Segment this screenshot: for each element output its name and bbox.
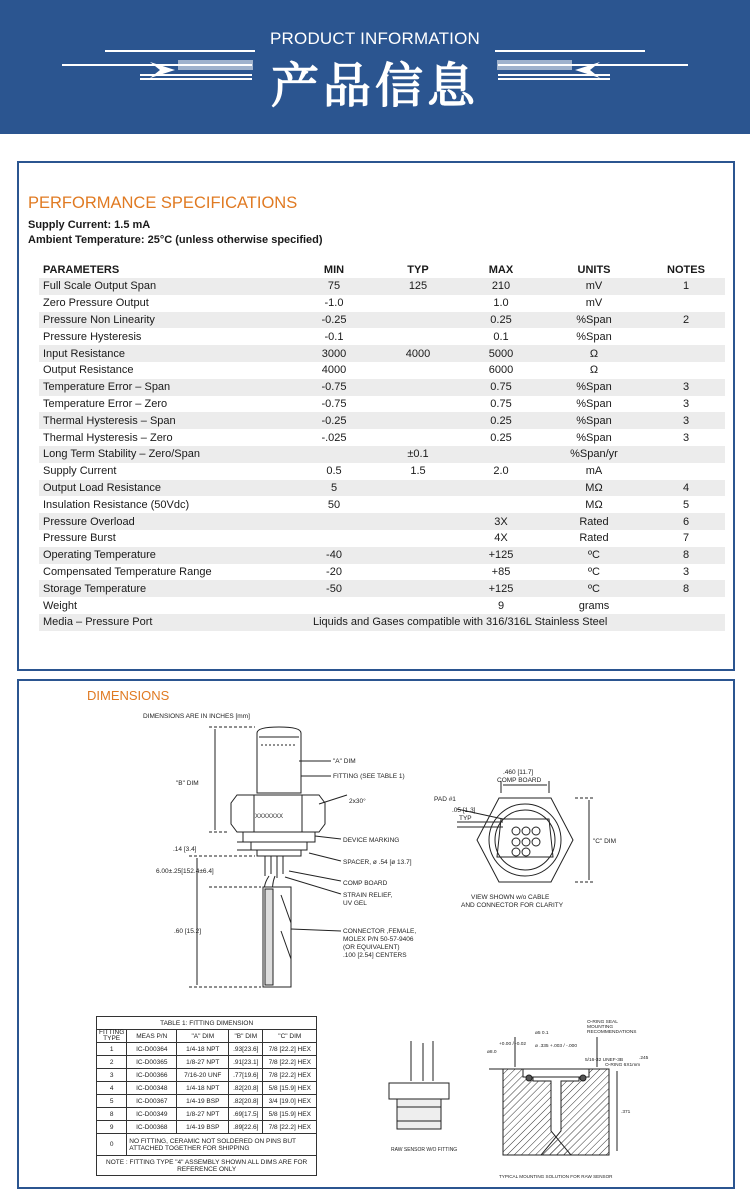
spec-row	[39, 564, 725, 581]
spec-cell-typ	[375, 547, 461, 564]
spec-cell-units: MΩ	[541, 480, 647, 497]
spec-cell-max: 210	[461, 278, 541, 295]
fitting-cell: 1/4-18 NPT	[177, 1082, 229, 1095]
spec-row	[39, 547, 725, 564]
fitting-cell: IC-D00368	[127, 1121, 177, 1134]
fitting-row	[97, 1095, 317, 1108]
spec-cell-typ	[375, 429, 461, 446]
fitting-row	[97, 1069, 317, 1082]
spec-row	[39, 597, 725, 614]
fitting-cell: 5	[97, 1095, 127, 1108]
fit-row0-type: 0	[97, 1134, 127, 1156]
fitting-cell: 3	[97, 1069, 127, 1082]
label-comp-board: COMP BOARD	[343, 880, 388, 887]
spec-cell-units: ºC	[541, 580, 647, 597]
spec-cell-param: Temperature Error – Span	[39, 379, 293, 396]
spec-row	[39, 513, 725, 530]
spec-cell-max: +125	[461, 580, 541, 597]
spec-row-media	[39, 614, 725, 631]
label-oring-1: O-RING SEAL	[587, 1020, 618, 1025]
spec-cell-min: -1.0	[324, 297, 344, 310]
col-header-parameters: PARAMETERS	[43, 263, 120, 276]
fit-col-a: "A" DIM	[177, 1030, 229, 1043]
fitting-cell: .77[19.6]	[229, 1069, 263, 1082]
col-header-max: MAX	[488, 263, 514, 276]
label-d600: 6.00±.25[152.4±6.4]	[156, 868, 214, 875]
label-oring-2: MOUNTING	[587, 1025, 614, 1030]
fitting-cell: .69[17.5]	[229, 1108, 263, 1121]
spec-cell-param: Thermal Hysteresis – Zero	[43, 431, 173, 444]
spec-cell-notes: 4	[647, 480, 725, 497]
spec-cell-typ	[375, 496, 461, 513]
spec-cell-min: -0.25	[293, 312, 375, 329]
spec-cell-notes: 3	[682, 431, 690, 444]
spec-cell-param: Temperature Error – Zero	[43, 397, 168, 410]
performance-title: PERFORMANCE SPECIFICATIONS	[28, 194, 298, 212]
sensor-top-view	[457, 781, 595, 882]
col-header-units: UNITS	[577, 263, 611, 276]
spec-cell-max: +125	[461, 547, 541, 564]
label-mount-d6: ø5 0.1	[535, 1031, 549, 1036]
spec-cell-max: 0.1	[493, 330, 509, 343]
spec-cell-min: -.025	[321, 431, 347, 444]
spec-cell-units: %Span	[541, 379, 647, 396]
spec-cell-units: %Span	[541, 312, 647, 329]
fitting-cell: 7/16-20 UNF	[177, 1069, 229, 1082]
spec-cell-units: ºC	[588, 565, 600, 578]
spec-cell-notes	[647, 597, 725, 614]
fitting-cell: 1/4-19 BSP	[177, 1121, 229, 1134]
spec-cell-typ	[375, 379, 461, 396]
banner-title-cn: 产品信息	[270, 58, 479, 114]
label-connector-3: (OR EQUIVALENT)	[343, 944, 400, 951]
spec-row	[39, 496, 725, 513]
fitting-cell: 1/4-18 NPT	[177, 1043, 229, 1056]
spec-cell-min: 4000	[321, 364, 347, 377]
spec-cell-max: 0.75	[490, 397, 512, 410]
spec-cell-typ: ±0.1	[375, 446, 461, 463]
fitting-cell: 7/8 [22.2] HEX	[263, 1069, 317, 1082]
spec-cell-units: Rated	[579, 532, 609, 545]
fitting-row	[97, 1056, 317, 1069]
label-view-1: VIEW SHOWN w/o CABLE	[471, 894, 550, 901]
fitting-cell: IC-D00366	[127, 1069, 177, 1082]
label-chamfer: 2x30°	[349, 798, 366, 805]
spec-cell-param: Insulation Resistance (50Vdc)	[43, 498, 190, 511]
fitting-row	[97, 1082, 317, 1095]
fitting-cell: IC-D00365	[127, 1056, 177, 1069]
spec-cell-typ	[375, 396, 461, 413]
spec-cell-typ	[375, 530, 461, 547]
spec-cell-param: Zero Pressure Output	[43, 297, 149, 310]
spec-cell-max: 3X	[461, 513, 541, 530]
performance-spec-table	[39, 261, 725, 631]
fit-row0-text: NO FITTING, CERAMIC NOT SOLDERED ON PINS BUT ATTACHED TOGETHER FOR SHIPPING	[127, 1134, 317, 1156]
spec-table-body	[39, 278, 725, 631]
spec-cell-max: 0.25	[461, 312, 541, 329]
label-mount-d5: O-RING 6X1mm	[605, 1063, 641, 1068]
fitting-cell: 7/8 [22.2] HEX	[263, 1043, 317, 1056]
label-typ: TYP	[459, 815, 472, 822]
device-marking-text: XXXXXXX	[255, 814, 284, 820]
spec-cell-units: %Span	[576, 431, 612, 444]
spec-row	[39, 412, 725, 429]
spec-cell-units: Ω	[589, 364, 599, 377]
spec-cell-min: -50	[293, 580, 375, 597]
spec-cell-typ	[375, 597, 461, 614]
label-raw-sensor: RAW SENSOR W/O FITTING	[391, 1147, 458, 1153]
label-mount-d8: ø8.0	[487, 1050, 497, 1055]
fitting-cell: .89[22.6]	[229, 1121, 263, 1134]
spec-row	[39, 312, 725, 329]
spec-cell-max: 5000	[461, 345, 541, 362]
spec-row	[39, 480, 725, 497]
fitting-cell: 1/4-19 BSP	[177, 1095, 229, 1108]
spec-cell-notes: 6	[647, 513, 725, 530]
fitting-cell: 1/8-27 NPT	[177, 1056, 229, 1069]
spec-cell-units: Rated	[541, 513, 647, 530]
fitting-cell: .93[23.6]	[229, 1043, 263, 1056]
fitting-table-body	[97, 1043, 317, 1134]
label-a-dim: "A" DIM	[333, 758, 356, 765]
spec-cell-param: Supply Current	[43, 465, 117, 478]
spec-cell-max: +85	[491, 565, 511, 578]
fitting-cell: 5/8 [15.9] HEX	[263, 1082, 317, 1095]
label-uv-gel: UV GEL	[343, 900, 367, 907]
spec-cell-notes: 5	[682, 498, 690, 511]
spec-cell-notes	[647, 463, 725, 480]
fit-table-note: NOTE : FITTING TYPE "4" ASSEMBLY SHOWN ALL DIMS ARE FOR REFERENCE ONLY	[97, 1156, 317, 1176]
label-strain-relief: STRAIN RELIEF,	[343, 892, 393, 899]
spec-cell-param: Media – Pressure Port	[39, 614, 293, 631]
label-connector-1: CONNECTOR ,FEMALE,	[343, 928, 417, 935]
spec-cell-notes: 2	[647, 312, 725, 329]
label-b-dim: "B" DIM	[176, 780, 199, 787]
spec-row	[39, 530, 725, 547]
spec-row	[39, 379, 725, 396]
banner-title-en: PRODUCT INFORMATION	[270, 29, 480, 48]
spec-cell-param: Thermal Hysteresis – Span	[39, 412, 293, 429]
spec-cell-notes: 3	[647, 412, 725, 429]
spec-row	[39, 345, 725, 362]
spec-cell-units: %Span	[576, 330, 612, 343]
spec-row	[39, 328, 725, 345]
spec-cell-min: -0.1	[324, 330, 344, 343]
fitting-row	[97, 1108, 317, 1121]
spec-cell-typ	[375, 480, 461, 497]
spec-cell-max: 0.75	[461, 379, 541, 396]
label-view-2: AND CONNECTOR FOR CLARITY	[461, 902, 564, 909]
spec-cell-max: 4X	[494, 532, 508, 545]
fitting-cell: 1/8-27 NPT	[177, 1108, 229, 1121]
spec-cell-min: -0.25	[293, 412, 375, 429]
spec-cell-min: 75	[293, 278, 375, 295]
spec-cell-param: Full Scale Output Span	[39, 278, 293, 295]
label-d460: .460 [11.7]	[503, 769, 534, 776]
spec-cell-param: Operating Temperature	[39, 547, 293, 564]
spec-cell-min	[293, 530, 375, 547]
ambient-temperature-note: Ambient Temperature: 25°C (unless otherwise specified)	[28, 234, 323, 246]
spec-row	[39, 295, 725, 312]
spec-cell-units: %Span/yr	[541, 446, 647, 463]
fitting-cell: 1	[97, 1043, 127, 1056]
spec-cell-param: Pressure Overload	[39, 513, 293, 530]
fitting-cell: 9	[97, 1121, 127, 1134]
spec-cell-notes: 8	[647, 547, 725, 564]
spec-cell-notes: 3	[682, 397, 690, 410]
spec-cell-units: mA	[585, 465, 603, 478]
label-connector-4: .100 [2.54] CENTERS	[343, 952, 407, 959]
label-mount-d2: ø .335 +.003 / -.000	[535, 1044, 578, 1049]
spec-cell-max: 6000	[488, 364, 514, 377]
fitting-cell: IC-D00348	[127, 1082, 177, 1095]
label-pad1: PAD #1	[434, 796, 456, 803]
spec-row	[39, 362, 725, 379]
fit-col-c: "C" DIM	[263, 1030, 317, 1043]
fitting-cell: 3/4 [19.0] HEX	[263, 1095, 317, 1108]
label-mount-d4: .245	[639, 1056, 649, 1061]
spec-cell-min: 3000	[293, 345, 375, 362]
spec-cell-param: Output Load Resistance	[39, 480, 293, 497]
fitting-dimension-table	[96, 1016, 317, 1176]
spec-cell-typ: 4000	[375, 345, 461, 362]
fitting-cell: 2	[97, 1056, 127, 1069]
spec-row	[39, 429, 725, 446]
spec-cell-max	[461, 496, 541, 513]
spec-row	[39, 396, 725, 413]
fit-col-type: FITTING TYPE	[97, 1030, 127, 1043]
label-c-dim: "C" DIM	[593, 838, 617, 845]
spec-cell-param: Pressure Burst	[43, 532, 116, 545]
spec-header-row	[39, 261, 725, 278]
fitting-table-caption: TABLE 1: FITTING DIMENSION	[97, 1017, 317, 1030]
spec-row	[39, 463, 725, 480]
spec-cell-max: 0.25	[490, 431, 512, 444]
spec-cell-notes: 1	[647, 278, 725, 295]
spec-cell-units: mV	[585, 297, 603, 310]
spec-cell-units: Ω	[541, 345, 647, 362]
mounting-solution-drawing	[489, 1037, 617, 1155]
fitting-cell: IC-D00364	[127, 1043, 177, 1056]
label-oring-3: RECOMMENDATIONS	[587, 1030, 637, 1035]
label-mount-d7: .371	[621, 1110, 631, 1115]
fitting-cell: .82[20.8]	[229, 1095, 263, 1108]
spec-cell-units: ºC	[541, 547, 647, 564]
label-d14: .14 [3.4]	[173, 846, 197, 853]
fit-col-pn: MEAS P/N	[127, 1030, 177, 1043]
spec-cell-max	[461, 446, 541, 463]
fit-col-b: "B" DIM	[229, 1030, 263, 1043]
fitting-row	[97, 1121, 317, 1134]
dimensions-panel	[17, 679, 735, 1189]
spec-cell-notes	[647, 345, 725, 362]
spec-row	[39, 580, 725, 597]
spec-cell-max: 2.0	[493, 465, 509, 478]
spec-cell-param: Weight	[43, 599, 78, 612]
spec-cell-notes	[647, 446, 725, 463]
label-d60: .60 [15.2]	[174, 928, 202, 935]
spec-cell-param: Pressure Non Linearity	[39, 312, 293, 329]
spec-cell-min	[293, 513, 375, 530]
fitting-cell: IC-D00349	[127, 1108, 177, 1121]
dim-units-note: DIMENSIONS ARE IN INCHES [mm]	[143, 713, 250, 720]
spec-cell-min: -20	[326, 565, 342, 578]
spec-cell-notes: 7	[682, 532, 690, 545]
spec-cell-typ	[375, 312, 461, 329]
spec-cell-notes: 3	[647, 379, 725, 396]
fitting-cell: 4	[97, 1082, 127, 1095]
label-mount-d1: +0.00 / -0.02	[499, 1042, 527, 1047]
spec-cell-min: 0.5	[326, 465, 342, 478]
spec-cell-typ	[375, 580, 461, 597]
col-header-typ: TYP	[407, 263, 429, 276]
spec-cell-min	[293, 597, 375, 614]
spec-cell-media-value: Liquids and Gases compatible with 316/316L Stainless Steel	[293, 614, 725, 631]
label-mount-d3: 5/16-32 UNEF-3B	[585, 1058, 624, 1063]
spec-cell-units: %Span	[541, 412, 647, 429]
col-header-min: MIN	[323, 263, 345, 276]
spec-cell-typ: 125	[375, 278, 461, 295]
label-d05: .05 [1.3]	[452, 807, 476, 814]
spec-cell-typ	[375, 564, 461, 581]
spec-cell-typ	[375, 513, 461, 530]
spec-cell-notes	[647, 362, 725, 379]
spec-cell-min: 50	[327, 498, 341, 511]
fitting-cell: .82[20.8]	[229, 1082, 263, 1095]
spec-cell-min: -0.75	[321, 397, 347, 410]
spec-cell-notes	[647, 328, 725, 345]
spec-cell-max: 1.0	[493, 297, 509, 310]
spec-cell-notes: 8	[647, 580, 725, 597]
spec-cell-min: -0.75	[293, 379, 375, 396]
fitting-cell: 7/8 [22.2] HEX	[263, 1056, 317, 1069]
spec-cell-param: Long Term Stability – Zero/Span	[39, 446, 293, 463]
spec-cell-param: Storage Temperature	[39, 580, 293, 597]
label-fitting: FITTING (SEE TABLE 1)	[333, 773, 405, 780]
spec-cell-param: Compensated Temperature Range	[43, 565, 212, 578]
spec-cell-param: Output Resistance	[43, 364, 134, 377]
spec-cell-min	[293, 446, 375, 463]
spec-cell-max: 0.25	[461, 412, 541, 429]
spec-row	[39, 278, 725, 295]
performance-panel	[17, 161, 735, 671]
spec-cell-min: -40	[293, 547, 375, 564]
spec-cell-typ	[375, 362, 461, 379]
spec-cell-units: mV	[541, 278, 647, 295]
spec-cell-max: 9	[497, 599, 505, 612]
sensor-side-view	[189, 727, 347, 987]
spec-cell-param: Input Resistance	[39, 345, 293, 362]
spec-cell-typ	[375, 328, 461, 345]
spec-cell-units: %Span	[576, 397, 612, 410]
spec-cell-typ	[375, 295, 461, 312]
spec-cell-notes	[647, 295, 725, 312]
spec-cell-units: MΩ	[585, 498, 603, 511]
fitting-cell: .91[23.1]	[229, 1056, 263, 1069]
col-header-notes: NOTES	[667, 263, 705, 276]
header-banner	[0, 0, 750, 134]
spec-cell-param: Pressure Hysteresis	[43, 330, 142, 343]
spec-cell-max	[461, 480, 541, 497]
fitting-cell: 7/8 [22.2] HEX	[263, 1121, 317, 1134]
raw-sensor-drawing	[389, 1041, 449, 1129]
label-connector-2: MOLEX P/N 50-57-9406	[343, 936, 414, 943]
label-mounting: TYPICAL MOUNTING SOLUTION FOR RAW SENSOR	[499, 1174, 613, 1179]
spec-cell-min: 5	[293, 480, 375, 497]
label-device-marking: DEVICE MARKING	[343, 837, 400, 844]
spec-cell-units: grams	[578, 599, 610, 612]
spec-cell-notes: 3	[682, 565, 690, 578]
supply-current-note: Supply Current: 1.5 mA	[28, 219, 151, 231]
spec-cell-typ: 1.5	[410, 465, 426, 478]
fitting-cell: 8	[97, 1108, 127, 1121]
label-spacer: SPACER, ø .54 [ø 13.7]	[343, 859, 412, 866]
dimensions-title: DIMENSIONS	[87, 688, 170, 703]
fitting-row	[97, 1043, 317, 1056]
spec-row	[39, 446, 725, 463]
spec-cell-typ	[375, 412, 461, 429]
fitting-cell: 5/8 [15.9] HEX	[263, 1108, 317, 1121]
fitting-cell: IC-D00367	[127, 1095, 177, 1108]
label-comp-board-2: COMP BOARD	[497, 777, 542, 784]
